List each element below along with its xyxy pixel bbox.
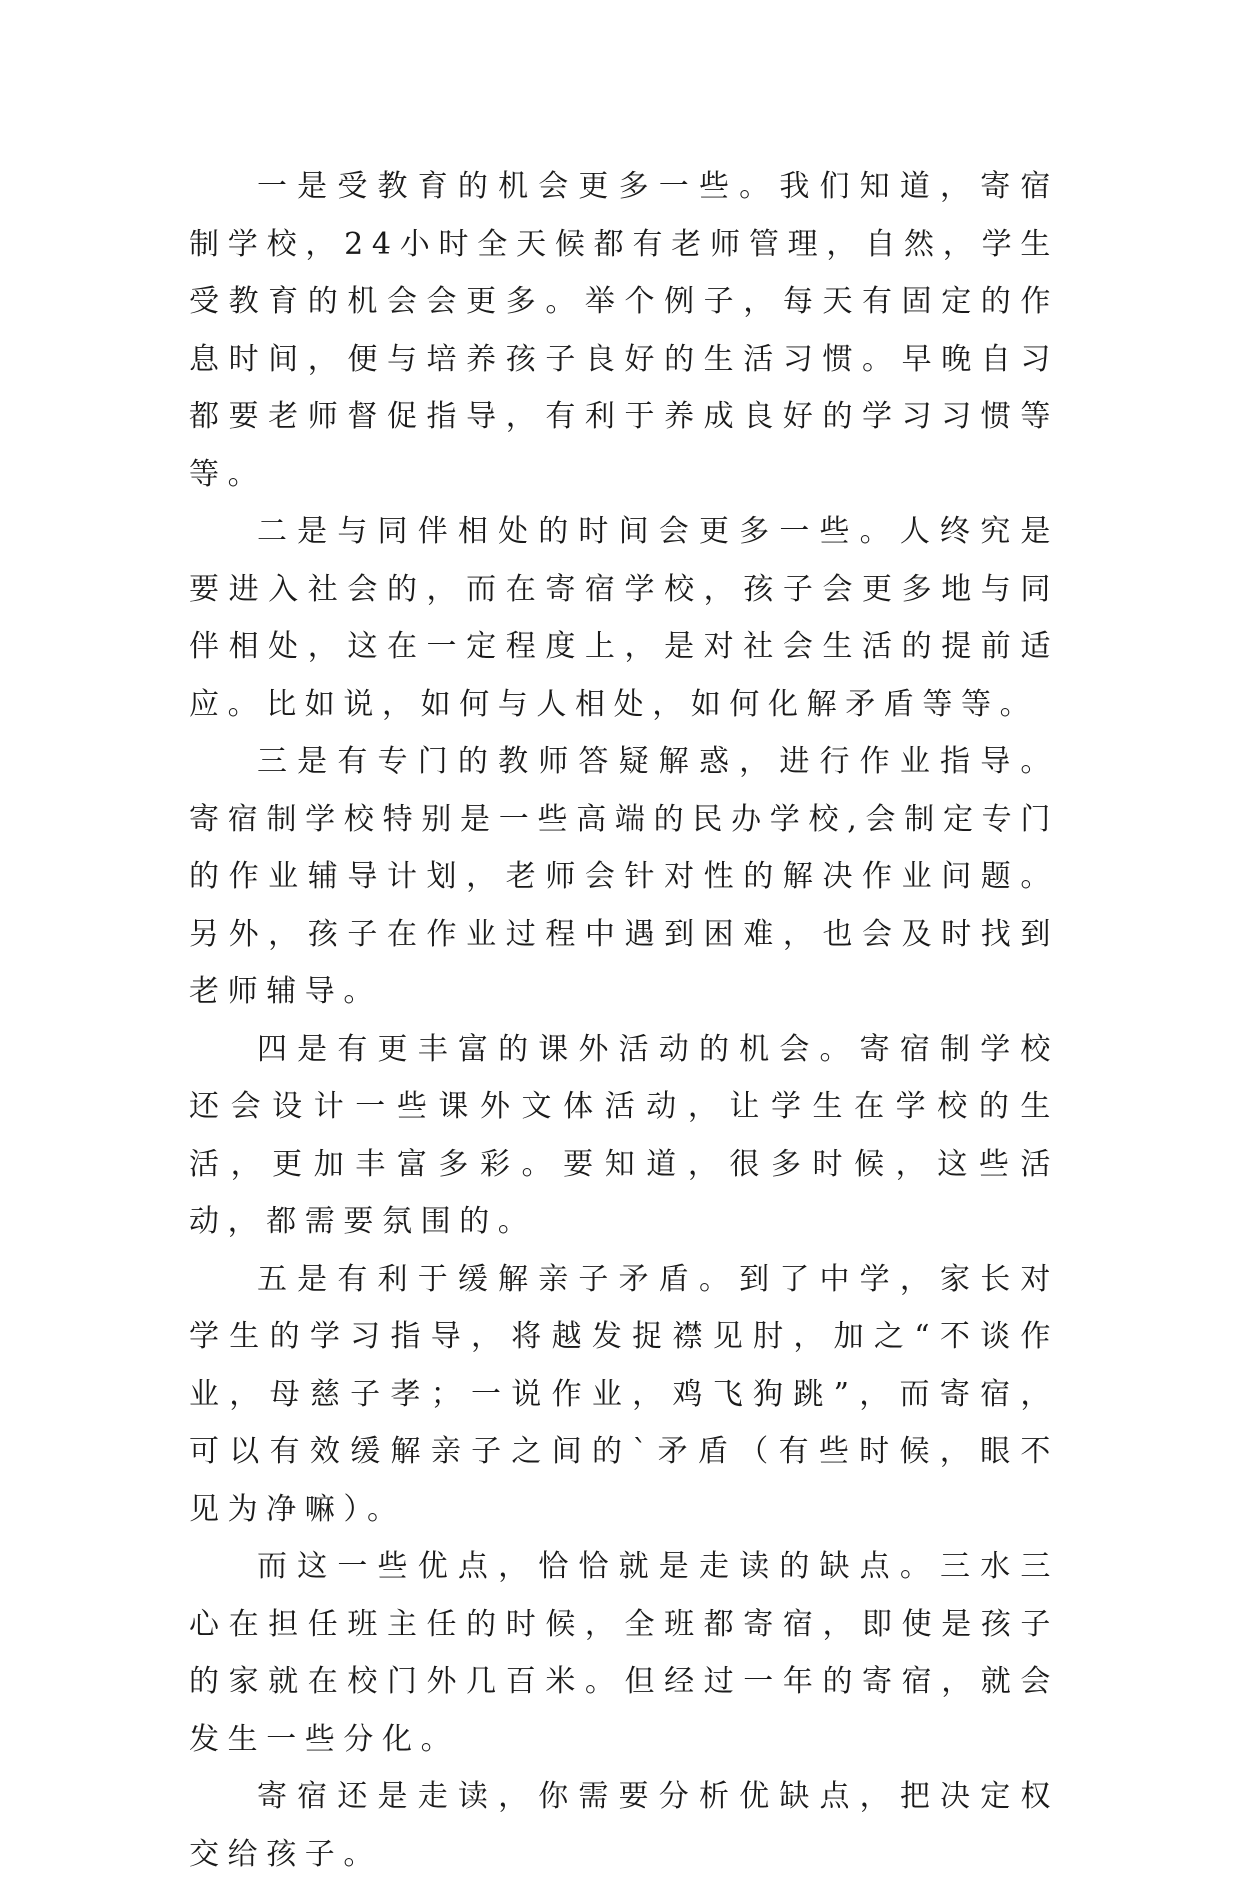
paragraph-parent-child-conflict: 五是有利于缓解亲子矛盾。到了中学，家长对学生的学习指导，将越发捉襟见肘，加之“不谈作业，母慈子孝；一说作业，鸡飞狗跳”，而寄宿，可以有效缓解亲子之间的`矛盾（有些时候，眼不见为净嘛）。 — [189, 1261, 1059, 1527]
paragraph-conclusion: 寄宿还是走读，你需要分析优缺点，把决定权交给孩子。 — [189, 1779, 1059, 1872]
paragraph-day-school-drawbacks: 而这一些优点，恰恰就是走读的缺点。三水三心在担任班主任的时候，全班都寄宿，即使是孩子的家就在校门外几百米。但经过一年的寄宿，就会发生一些分化。 — [189, 1549, 1059, 1757]
paragraph-extracurricular: 四是有更丰富的课外活动的机会。寄宿制学校还会设计一些课外文体活动，让学生在学校的生活，更加丰富多彩。要知道，很多时候，这些活动，都需要氛围的。 — [189, 1031, 1059, 1239]
document-body — [189, 158, 1059, 1883]
paragraph-boarding-education: 一是受教育的机会更多一些。我们知道，寄宿制学校，24小时全天候都有老师管理，自然，学生受教育的机会会更多。举个例子，每天有固定的作息时间，便与培养孩子良好的生活习惯。早晚自习都要老师督促指导，有利于养成良好的学习习惯等等。 — [189, 169, 1059, 492]
paragraph-peer-time: 二是与同伴相处的时间会更多一些。人终究是要进入社会的，而在寄宿学校，孩子会更多地与同伴相处，这在一定程度上，是对社会生活的提前适应。比如说，如何与人相处，如何化解矛盾等等。 — [189, 514, 1059, 722]
paragraph-homework-guidance: 三是有专门的教师答疑解惑，进行作业指导。寄宿制学校特别是一些高端的民办学校,会制定专门的作业辅导计划，老师会针对性的解决作业问题。另外，孩子在作业过程中遇到困难，也会及时找到老师辅导。 — [189, 744, 1059, 1009]
